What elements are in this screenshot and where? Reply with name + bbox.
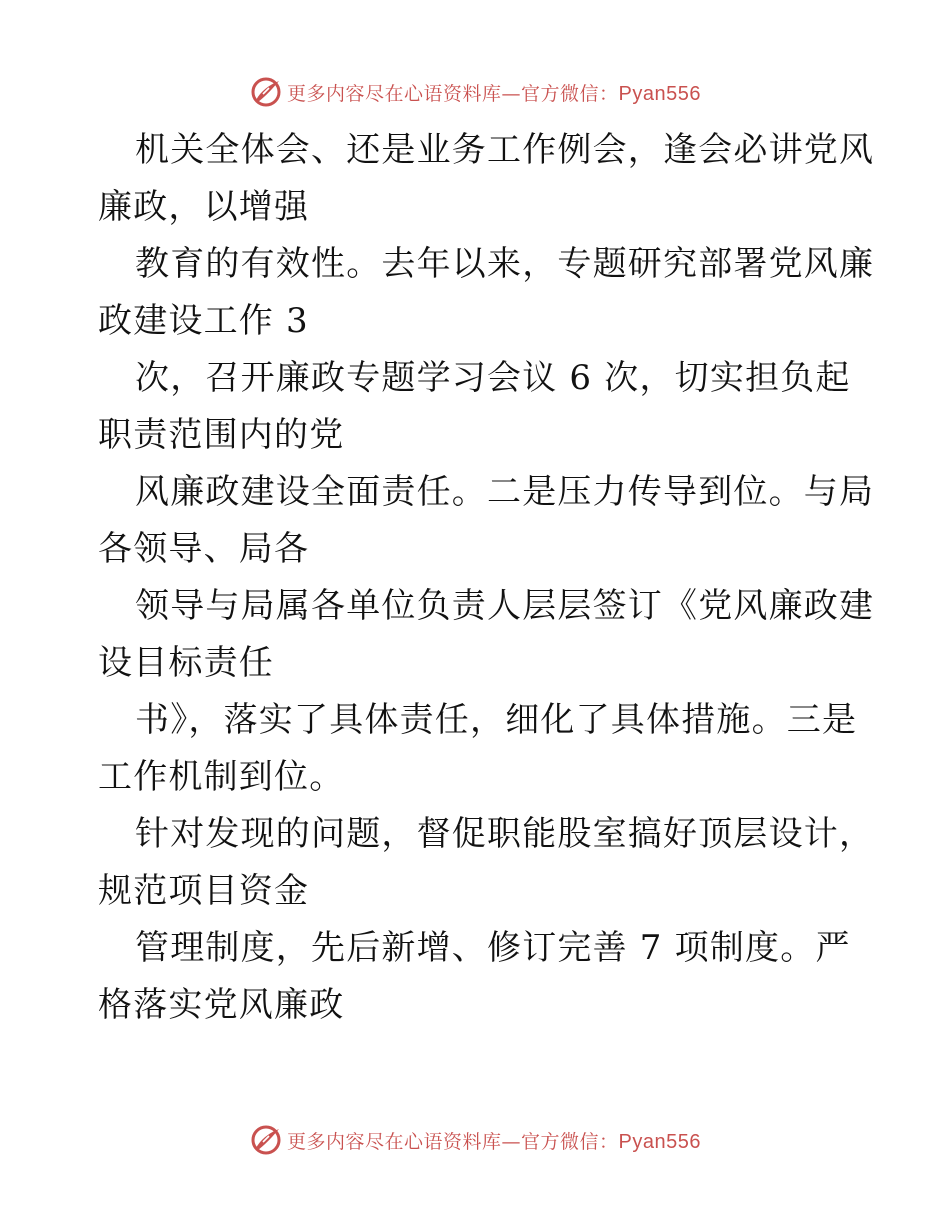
paragraph-line: 机关全体会、还是业务工作例会，逢会必讲党风 [135, 130, 875, 170]
paragraph-line: 格落实党风廉政 [98, 985, 345, 1025]
watermark-brand: 更多内容尽在心语资料库—官方微信： [287, 82, 619, 105]
paragraph-line: 风廉政建设全面责任。二是压力传导到位。与局 [135, 472, 875, 512]
paragraph-line: 次，召开廉政专题学习会议 6 次，切实担负起 [135, 358, 851, 398]
watermark-brand: 更多内容尽在心语资料库—官方微信： [287, 1130, 619, 1153]
footer-watermark [0, 1120, 950, 1160]
watermark-text [287, 1127, 701, 1154]
watermark-wechat-id: Pyan556 [618, 1130, 701, 1153]
paragraph-line: 各领导、局各 [98, 529, 310, 569]
paragraph-line: 管理制度，先后新增、修订完善 7 项制度。严 [135, 928, 851, 968]
paragraph-line: 职责范围内的党 [98, 415, 345, 455]
paragraph-line: 书》，落实了具体责任，细化了具体措施。三是 [135, 700, 858, 740]
paragraph-line: 规范项目资金 [98, 871, 310, 911]
paragraph-line: 廉政，以增强 [98, 187, 310, 227]
paragraph-line: 领导与局属各单位负责人层层签订《党风廉政建 [135, 586, 875, 626]
watermark-wechat-id: Pyan556 [618, 82, 701, 105]
watermark-text [287, 79, 701, 106]
paragraph-line: 教育的有效性。去年以来，专题研究部署党风廉 [135, 244, 875, 284]
pen-logo-icon [249, 1123, 283, 1157]
paragraph-line: 政建设工作 3 [98, 301, 309, 341]
header-watermark [0, 72, 950, 112]
paragraph-line: 工作机制到位。 [98, 757, 345, 797]
paragraph-line: 设目标责任 [98, 643, 274, 683]
pen-logo-icon [249, 75, 283, 109]
paragraph-line: 针对发现的问题，督促职能股室搞好顶层设计， [135, 814, 875, 854]
